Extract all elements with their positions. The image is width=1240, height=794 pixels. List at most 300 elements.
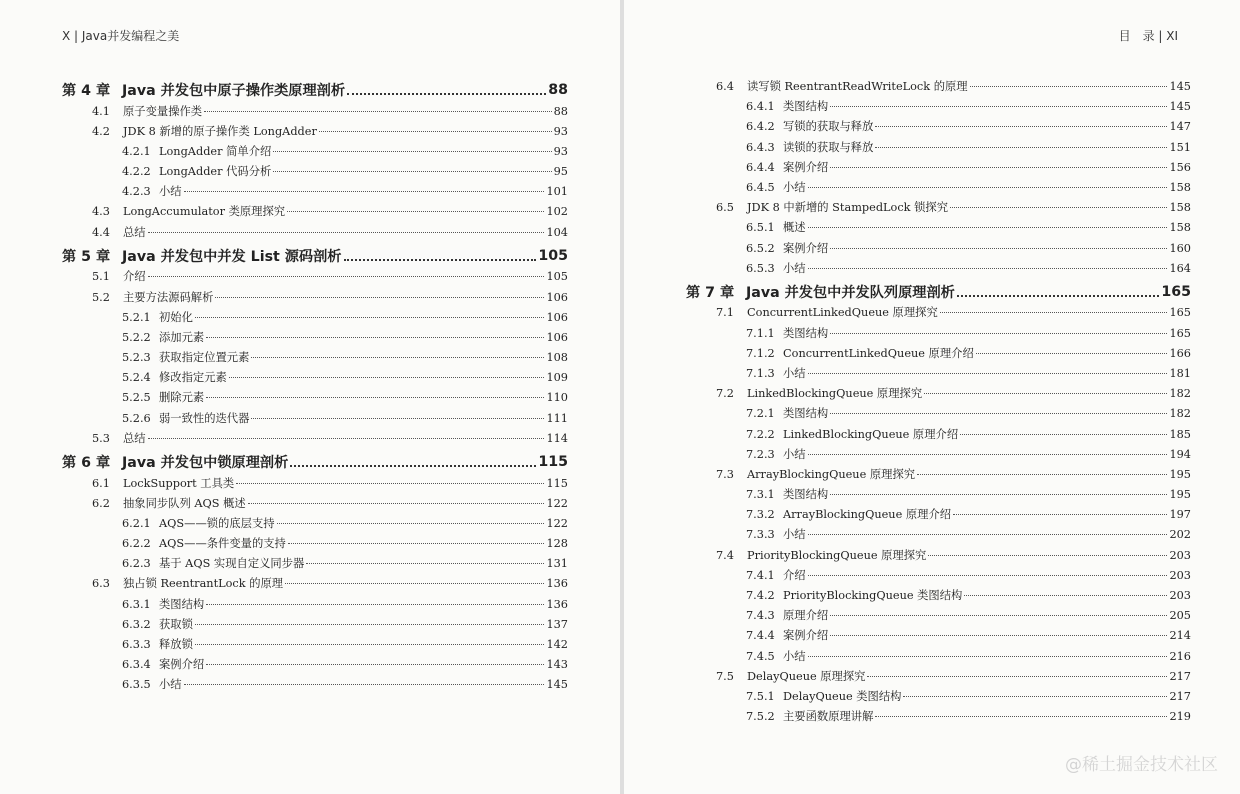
toc-number: 4.2.3: [122, 185, 151, 199]
toc-subsection-row[interactable]: [62, 183, 568, 203]
toc-section-row[interactable]: [62, 224, 568, 244]
toc-title: 删除元素: [159, 391, 205, 405]
toc-page-number: 158: [1169, 221, 1191, 235]
toc-number: 7.4: [716, 548, 734, 562]
toc-title: 案例介绍: [783, 629, 829, 643]
toc-title: 类图结构: [159, 597, 205, 611]
toc-number: 7.4.3: [746, 609, 775, 623]
toc-page-number: 114: [546, 431, 568, 445]
toc-leader-dots: [306, 563, 544, 564]
toc-page-number: 217: [1169, 689, 1191, 703]
toc-page-number: 195: [1169, 467, 1191, 481]
toc-number: 6.4.5: [746, 180, 775, 194]
toc-number: 7.3.3: [746, 528, 775, 542]
toc-number: 4.2: [92, 124, 110, 138]
toc-page-number: 203: [1169, 568, 1191, 582]
toc-number: 7.1.2: [746, 346, 775, 360]
toc-number: 7.4.5: [746, 649, 775, 663]
toc-chapter-row[interactable]: [62, 78, 568, 103]
toc-page-number: 106: [546, 290, 568, 304]
toc-page-number: 165: [1161, 284, 1191, 301]
toc-page-number: 197: [1169, 508, 1191, 522]
toc-title: 案例介绍: [159, 658, 205, 672]
toc-number: 5.2: [92, 290, 110, 304]
watermark-text: @稀土掘金技术社区: [1065, 755, 1218, 775]
toc-subsection-row[interactable]: [62, 309, 568, 329]
toc-section-row[interactable]: [62, 103, 568, 123]
toc-page-number: 136: [546, 577, 568, 591]
toc-number: 7.2.2: [746, 427, 775, 441]
toc-page-number: 158: [1169, 201, 1191, 215]
toc-title: 独占锁 ReentrantLock 的原理: [123, 577, 284, 591]
toc-chapter-row[interactable]: [686, 280, 1191, 305]
toc-leader-dots: [808, 534, 1168, 535]
toc-leader-dots: [940, 312, 1168, 313]
toc-page-number: 147: [1169, 120, 1191, 134]
toc-number: 6.5: [716, 201, 734, 215]
toc-subsection-row[interactable]: [686, 405, 1191, 425]
toc-subsection-row[interactable]: [686, 426, 1191, 446]
toc-subsection-row[interactable]: [62, 389, 568, 409]
toc-section-row[interactable]: [62, 123, 568, 143]
toc-chapter-row[interactable]: [62, 244, 568, 269]
toc-subsection-row[interactable]: [62, 555, 568, 575]
toc-number: 4.3: [92, 205, 110, 219]
toc-page-number: 185: [1169, 427, 1191, 441]
toc-title: 小结: [159, 185, 182, 199]
toc-leader-dots: [924, 393, 1167, 394]
toc-number: 5.2.1: [122, 310, 151, 324]
toc-page-number: 145: [546, 678, 568, 692]
toc-subsection-row[interactable]: [62, 656, 568, 676]
toc-subsection-row[interactable]: [686, 179, 1191, 199]
toc-section-row[interactable]: [686, 466, 1191, 486]
toc-page-number: 106: [546, 330, 568, 344]
toc-title: ArrayBlockingQueue 原理介绍: [783, 508, 952, 522]
toc-leader-dots: [808, 656, 1168, 657]
toc-page-number: 122: [546, 496, 568, 510]
toc-subsection-row[interactable]: [686, 219, 1191, 239]
toc-subsection-row[interactable]: [62, 515, 568, 535]
toc-subsection-row[interactable]: [62, 410, 568, 430]
toc-subsection-row[interactable]: [686, 260, 1191, 280]
toc-leader-dots: [867, 676, 1167, 677]
toc-title: 小结: [783, 366, 806, 380]
toc-title: AQS——锁的底层支持: [159, 516, 275, 530]
toc-title: 添加元素: [159, 330, 205, 344]
toc-subsection-row[interactable]: [686, 607, 1191, 627]
toc-section-row[interactable]: [62, 289, 568, 309]
toc-leader-dots: [215, 297, 544, 298]
toc-leader-dots: [950, 207, 1167, 208]
toc-page-number: 145: [1169, 100, 1191, 114]
toc-title: JDK 8 新增的原子操作类 LongAdder: [123, 124, 317, 138]
toc-number: 第 5 章: [62, 249, 111, 266]
toc-page-number: 160: [1169, 241, 1191, 255]
toc-title: 弱一致性的迭代器: [159, 411, 250, 425]
toc-number: 7.1.3: [746, 366, 775, 380]
toc-number: 6.2: [92, 496, 110, 510]
toc-section-row[interactable]: [62, 268, 568, 288]
toc-subsection-row[interactable]: [686, 139, 1191, 159]
toc-number: 6.3.5: [122, 678, 151, 692]
toc-leader-dots: [184, 684, 545, 685]
toc-page-number: 219: [1169, 710, 1191, 724]
toc-page-number: 151: [1169, 140, 1191, 154]
toc-page-number: 165: [1169, 326, 1191, 340]
toc-title: AQS——条件变量的支持: [159, 537, 286, 551]
toc-section-row[interactable]: [686, 304, 1191, 324]
toc-title: 类图结构: [783, 326, 829, 340]
toc-leader-dots: [206, 397, 544, 398]
toc-leader-dots: [960, 434, 1167, 435]
toc-leader-dots: [206, 664, 544, 665]
toc-subsection-row[interactable]: [686, 98, 1191, 118]
toc-title: 总结: [123, 225, 146, 239]
toc-leader-dots: [976, 353, 1168, 354]
toc-subsection-row[interactable]: [686, 587, 1191, 607]
toc-page-number: 122: [546, 516, 568, 530]
toc-title: 小结: [783, 180, 806, 194]
toc-title: LongAdder 简单介绍: [159, 144, 272, 158]
toc-leader-dots: [236, 483, 544, 484]
toc-leader-dots: [830, 494, 1167, 495]
toc-subsection-row[interactable]: [686, 708, 1191, 728]
toc-number: 6.5.1: [746, 221, 775, 235]
toc-leader-dots: [808, 187, 1168, 188]
toc-page-number: 217: [1169, 669, 1191, 683]
toc-number: 6.4.2: [746, 120, 775, 134]
toc-leader-dots: [808, 373, 1168, 374]
toc-leader-dots: [957, 295, 1160, 297]
toc-leader-dots: [251, 357, 544, 358]
toc-subsection-row[interactable]: [62, 329, 568, 349]
toc-number: 第 6 章: [62, 455, 111, 472]
toc-title: 释放锁: [159, 638, 193, 651]
toc-page-number: 195: [1169, 488, 1191, 502]
toc-subsection-row[interactable]: [62, 369, 568, 389]
toc-title: LongAdder 代码分析: [159, 165, 272, 179]
toc-leader-dots: [290, 465, 536, 467]
toc-leader-dots: [344, 259, 537, 261]
toc-page-number: 105: [546, 270, 568, 284]
toc-title: 获取锁: [159, 617, 193, 631]
toc-title: 小结: [159, 678, 182, 692]
toc-leader-dots: [206, 604, 544, 605]
toc-leader-dots: [195, 624, 545, 625]
toc-number: 7.5.2: [746, 710, 775, 724]
toc-page-number: 137: [546, 617, 568, 631]
toc-number: 5.3: [92, 431, 110, 445]
toc-page-number: 164: [1169, 261, 1191, 275]
toc-title: 概述: [783, 221, 806, 235]
toc-leader-dots: [903, 696, 1167, 697]
toc-number: 7.5.1: [746, 689, 775, 703]
right-running-header: 目 录 | XI: [1118, 29, 1178, 43]
toc-section-row[interactable]: [62, 203, 568, 223]
toc-subsection-row[interactable]: [686, 118, 1191, 138]
toc-title: Java 并发包中锁原理剖析: [122, 455, 289, 472]
toc-page-number: 128: [546, 537, 568, 551]
toc-number: 7.1.1: [746, 326, 775, 340]
toc-subsection-row[interactable]: [686, 240, 1191, 260]
toc-page-number: 95: [553, 165, 568, 179]
toc-page-number: 202: [1169, 528, 1191, 542]
toc-title: 原子变量操作类: [123, 104, 203, 118]
toc-leader-dots: [277, 523, 545, 524]
toc-title: 主要方法源码解析: [123, 290, 214, 304]
toc-number: 5.2.3: [122, 351, 151, 365]
toc-page-number: 93: [553, 144, 568, 158]
toc-page-number: 93: [553, 124, 568, 138]
toc-number: 6.5.3: [746, 261, 775, 275]
toc-number: 6.3.3: [122, 638, 151, 651]
toc-title: ArrayBlockingQueue 原理探究: [747, 467, 916, 481]
toc-leader-dots: [319, 131, 552, 132]
toc-leader-dots: [953, 514, 1167, 515]
toc-number: 6.3.1: [122, 597, 151, 611]
toc-number: 7.1: [716, 306, 734, 320]
toc-number: 第 4 章: [62, 83, 111, 100]
toc-page-number: 214: [1169, 629, 1191, 643]
toc-page-number: 101: [546, 185, 568, 199]
toc-subsection-row[interactable]: [686, 526, 1191, 546]
toc-page-number: 110: [546, 391, 568, 405]
toc-number: 6.4.4: [746, 160, 775, 174]
toc-leader-dots: [251, 418, 544, 419]
toc-title: DelayQueue 类图结构: [783, 689, 902, 703]
toc-page-number: 166: [1169, 346, 1191, 360]
toc-page-number: 115: [538, 454, 568, 471]
toc-number: 4.1: [92, 104, 110, 118]
toc-title: 抽象同步队列 AQS 概述: [123, 496, 246, 510]
toc-number: 7.3.2: [746, 508, 775, 522]
toc-number: 7.3: [716, 467, 734, 481]
toc-title: PriorityBlockingQueue 类图结构: [783, 589, 963, 602]
toc-title: 介绍: [783, 568, 806, 582]
toc-page-number: 88: [553, 104, 568, 118]
left-running-header: X | Java并发编程之美: [62, 29, 180, 43]
toc-title: 类图结构: [783, 100, 829, 114]
toc-subsection-row[interactable]: [62, 596, 568, 616]
toc-page-number: 136: [546, 597, 568, 611]
toc-leader-dots: [830, 167, 1167, 168]
toc-subsection-row[interactable]: [686, 345, 1191, 365]
toc-number: 7.2.3: [746, 447, 775, 461]
toc-subsection-row[interactable]: [62, 636, 568, 656]
toc-leader-dots: [808, 454, 1168, 455]
toc-section-row[interactable]: [62, 495, 568, 515]
toc-page-number: 104: [546, 225, 568, 239]
toc-section-row[interactable]: [62, 430, 568, 450]
toc-title: 小结: [783, 528, 806, 542]
toc-page-number: 182: [1169, 387, 1191, 401]
toc-leader-dots: [248, 503, 545, 504]
toc-subsection-row[interactable]: [686, 325, 1191, 345]
toc-page-number: 145: [1169, 80, 1191, 93]
toc-subsection-row[interactable]: [62, 535, 568, 555]
toc-leader-dots: [148, 276, 545, 277]
toc-page-number: 108: [546, 351, 568, 365]
toc-title: 案例介绍: [783, 241, 829, 255]
toc-title: 总结: [123, 431, 146, 445]
toc-title: 修改指定元素: [159, 371, 227, 385]
toc-title: 主要函数原理讲解: [783, 710, 874, 724]
toc-leader-dots: [184, 191, 545, 192]
toc-leader-dots: [808, 575, 1168, 576]
toc-subsection-row[interactable]: [686, 506, 1191, 526]
toc-number: 6.4: [716, 80, 734, 93]
toc-page-number: 106: [546, 310, 568, 324]
toc-number: 6.3.2: [122, 617, 151, 631]
toc-number: 6.3: [92, 577, 110, 591]
toc-page-number: 158: [1169, 180, 1191, 194]
toc-title: DelayQueue 原理探究: [747, 669, 866, 683]
toc-number: 6.4.3: [746, 140, 775, 154]
toc-leader-dots: [808, 227, 1168, 228]
toc-leader-dots: [830, 615, 1167, 616]
toc-page-number: 156: [1169, 160, 1191, 174]
toc-number: 6.2.1: [122, 516, 151, 530]
toc-leader-dots: [229, 377, 545, 378]
toc-page-number: 115: [546, 476, 568, 490]
toc-title: 类图结构: [783, 407, 829, 421]
toc-number: 7.4.1: [746, 568, 775, 582]
toc-subsection-row[interactable]: [62, 143, 568, 163]
toc-page-number: 203: [1169, 548, 1191, 562]
toc-number: 6.3.4: [122, 658, 151, 672]
toc-leader-dots: [288, 543, 545, 544]
toc-page-number: 181: [1169, 366, 1191, 380]
toc-number: 7.5: [716, 669, 734, 683]
toc-title: Java 并发包中并发 List 源码剖析: [122, 249, 342, 266]
toc-section-row[interactable]: [62, 575, 568, 595]
toc-leader-dots: [808, 268, 1168, 269]
toc-title: 小结: [783, 447, 806, 461]
toc-title: 案例介绍: [783, 160, 829, 174]
toc-title: 小结: [783, 261, 806, 275]
toc-number: 6.4.1: [746, 100, 775, 114]
left-toc-list: [62, 78, 568, 697]
toc-section-row[interactable]: [62, 475, 568, 495]
toc-subsection-row[interactable]: [686, 365, 1191, 385]
toc-number: 4.4: [92, 225, 110, 239]
toc-number: 5.2.6: [122, 411, 151, 425]
toc-subsection-row[interactable]: [62, 163, 568, 183]
toc-leader-dots: [875, 147, 1167, 148]
toc-leader-dots: [830, 106, 1167, 107]
toc-number: 7.2.1: [746, 407, 775, 421]
toc-page-number: 142: [546, 638, 568, 651]
toc-title: ConcurrentLinkedQueue 原理介绍: [783, 346, 974, 360]
toc-title: PriorityBlockingQueue 原理探究: [747, 548, 927, 562]
toc-leader-dots: [830, 635, 1167, 636]
toc-number: 5.2.4: [122, 371, 151, 385]
toc-section-row[interactable]: [686, 78, 1191, 98]
toc-subsection-row[interactable]: [62, 676, 568, 696]
toc-section-row[interactable]: [686, 668, 1191, 688]
toc-page-number: 205: [1169, 609, 1191, 623]
toc-title: LinkedBlockingQueue 原理探究: [747, 387, 923, 401]
toc-title: 基于 AQS 实现自定义同步器: [159, 557, 305, 571]
toc-page-number: 88: [548, 82, 568, 99]
toc-page-number: 216: [1169, 649, 1191, 663]
toc-leader-dots: [875, 716, 1167, 717]
toc-subsection-row[interactable]: [686, 627, 1191, 647]
toc-subsection-row[interactable]: [686, 159, 1191, 179]
toc-page-number: 111: [546, 411, 568, 425]
toc-chapter-row[interactable]: [62, 450, 568, 475]
toc-leader-dots: [830, 333, 1167, 334]
toc-leader-dots: [195, 317, 545, 318]
toc-page-number: 203: [1169, 589, 1191, 602]
toc-page-number: 143: [546, 658, 568, 672]
toc-title: Java 并发包中原子操作类原理剖析: [122, 83, 346, 100]
toc-subsection-row[interactable]: [686, 567, 1191, 587]
toc-number: 6.2.3: [122, 557, 151, 571]
toc-leader-dots: [287, 211, 544, 212]
toc-number: 5.2.2: [122, 330, 151, 344]
toc-section-row[interactable]: [686, 547, 1191, 567]
toc-number: 5.2.5: [122, 391, 151, 405]
toc-section-row[interactable]: [686, 199, 1191, 219]
toc-page-number: 194: [1169, 447, 1191, 461]
toc-leader-dots: [148, 438, 545, 439]
toc-number: 7.4.2: [746, 589, 775, 602]
toc-title: LinkedBlockingQueue 原理介绍: [783, 427, 959, 441]
toc-number: 4.2.2: [122, 165, 151, 179]
toc-leader-dots: [273, 171, 551, 172]
toc-leader-dots: [195, 644, 545, 645]
toc-title: 读写锁 ReentrantReadWriteLock 的原理: [747, 80, 968, 93]
toc-leader-dots: [928, 555, 1167, 556]
toc-leader-dots: [204, 111, 552, 112]
toc-number: 4.2.1: [122, 144, 151, 158]
toc-page-number: 105: [538, 248, 568, 265]
toc-number: 7.3.1: [746, 488, 775, 502]
toc-number: 6.2.2: [122, 537, 151, 551]
toc-page-number: 182: [1169, 407, 1191, 421]
toc-title: 读锁的获取与释放: [783, 140, 874, 154]
toc-subsection-row[interactable]: [62, 616, 568, 636]
toc-subsection-row[interactable]: [62, 349, 568, 369]
toc-title: LockSupport 工具类: [123, 476, 235, 490]
toc-page-number: 165: [1169, 306, 1191, 320]
toc-title: LongAccumulator 类原理探究: [123, 205, 286, 219]
toc-page-number: 131: [546, 557, 568, 571]
toc-section-row[interactable]: [686, 385, 1191, 405]
toc-subsection-row[interactable]: [686, 446, 1191, 466]
toc-number: 6.5.2: [746, 241, 775, 255]
toc-title: JDK 8 中新增的 StampedLock 锁探究: [747, 201, 949, 215]
toc-number: 6.1: [92, 476, 110, 490]
toc-page-number: 109: [546, 371, 568, 385]
toc-title: 初始化: [159, 310, 193, 324]
toc-subsection-row[interactable]: [686, 688, 1191, 708]
toc-leader-dots: [830, 248, 1167, 249]
toc-leader-dots: [917, 474, 1167, 475]
toc-title: ConcurrentLinkedQueue 原理探究: [747, 306, 938, 320]
toc-title: 介绍: [123, 270, 146, 284]
toc-leader-dots: [875, 126, 1167, 127]
toc-number: 第 7 章: [686, 285, 735, 302]
toc-subsection-row[interactable]: [686, 486, 1191, 506]
toc-leader-dots: [347, 93, 546, 95]
toc-leader-dots: [273, 151, 551, 152]
toc-subsection-row[interactable]: [686, 648, 1191, 668]
toc-title: 类图结构: [783, 488, 829, 502]
toc-leader-dots: [285, 583, 544, 584]
